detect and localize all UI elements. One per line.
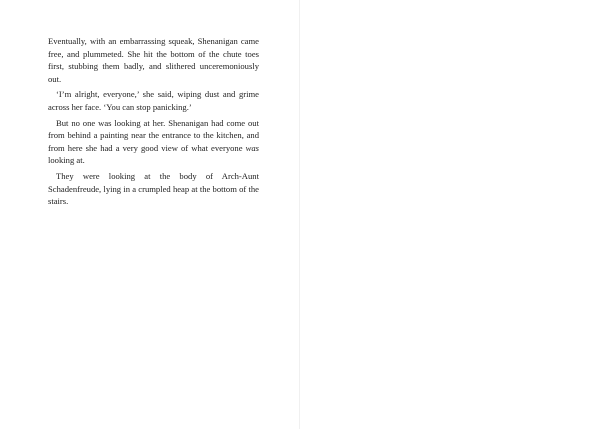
paragraph-3-text-a: But no one was looking at her. Shenanigan had come out from behind a painting near the entrance to the kitchen, and from here she had a very good view of what everyone (48, 117, 259, 153)
paragraph-2 (48, 88, 259, 113)
paragraph-4-text: They were looking at the body of Arch-Aunt Schadenfreude, lying in a crumpled heap at the bottom of the stairs. (48, 170, 259, 207)
paragraph-3-emphasis: was (245, 142, 259, 153)
paragraph-1-text: Eventually, with an embarrassing squeak, Shenanigan came free, and plummeted. She hit the bottom of the chute toes first, stubbing them badly, and slithered unceremoniously out. (48, 36, 259, 84)
paragraph-2-text: ‘I’m alright, everyone,’ she said, wiping dust and grime across her face. ‘You can stop panicking.’ (48, 89, 259, 112)
right-page (300, 0, 600, 429)
paragraph-3 (48, 117, 259, 167)
story-text (48, 35, 259, 211)
paragraph-4 (48, 170, 259, 208)
paragraph-1 (48, 35, 259, 85)
paragraph-3-text-b: looking at. (48, 155, 85, 166)
